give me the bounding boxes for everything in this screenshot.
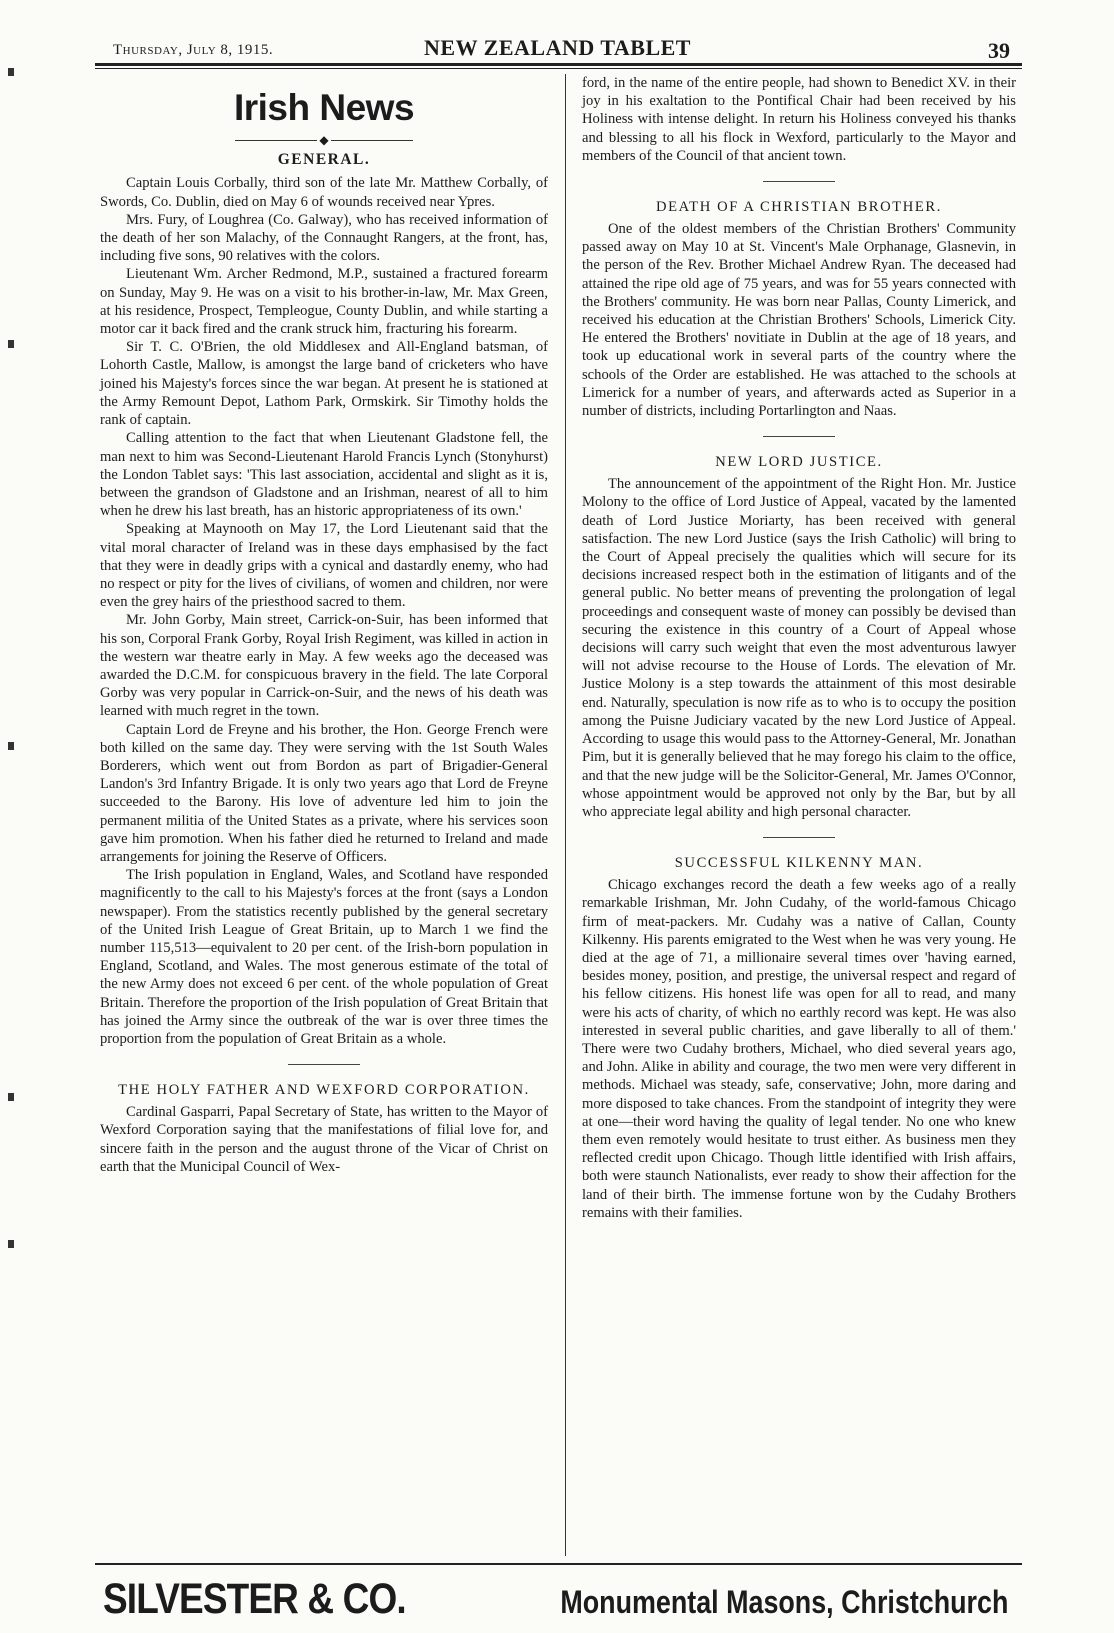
advertiser-name: SILVESTER & CO. — [103, 1575, 406, 1623]
section-heading-general: GENERAL. — [277, 151, 371, 169]
section-heading-christian-brother: DEATH OF A CHRISTIAN BROTHER. — [656, 199, 942, 216]
article-paragraph: Captain Louis Corbally, third son of the late Mr. Matthew Corbally, of Swords, Co. Dublin, died on May 6 of wounds received near Ypres. — [100, 175, 548, 210]
right-column — [582, 74, 1016, 1222]
advertisement-banner — [103, 1575, 1008, 1623]
masthead — [95, 34, 1020, 64]
article-paragraph: Chicago exchanges record the death a few weeks ago of a really remarkable Irishman, Mr. John Cudahy, of the world-famous Chicago firm of meat-packers. Mr. Cudahy was a native of Callan, County Kilkenny. His parents emigrated to the West when he was very young. He died at the age of 71, a millionaire several times over 'having earned, besides money, position, and prestige, the universal respect and regard of his fellow citizens. His honest life was open for all to read, and many were his acts of charity, of which no earthly record was kept. He was also interested in several public charities, and gave liberally to all of them.' There were two Cudahy brothers, Michael, who died several years ago, and John. Alike in ability and courage, the two men were very different in methods. Michael was steady, safe, conservative; John, more daring and more disposed to take chances. From the standpoint of integrity they were at one—their word having the quality of legal tender. No one who knew them even remotely would hesitate to trust either. As business men they reflected credit upon Chicago. Though little identified with Irish affairs, both were staunch Nationalists, ever ready to show their affection for the land of their birth. The immense fortune won by the Cudahy Brothers remains with their families. — [582, 877, 1016, 1221]
headline-ornament: ◆ — [100, 132, 548, 147]
article-paragraph: Captain Lord de Freyne and his brother, the Hon. George French were both killed on the same day. They were serving with the 1st South Wales Borderers, which went out from Bordon as part of Brigadier-General Landon's 3rd Infantry Brigade. It is only two years ago that Lord de Freyne succeeded to the Barony. His love of adventure led him to join the permanent militia of the United States as a private, where his services soon gave him promotion. When his father died he returned to Ireland and made arrangements for joining the Reserve of Officers. — [100, 721, 548, 865]
left-column — [100, 74, 548, 1176]
margin-mark — [8, 1240, 14, 1248]
section-separator — [288, 1064, 360, 1065]
column-divider — [565, 74, 566, 1556]
article-paragraph: Lieutenant Wm. Archer Redmond, M.P., sustained a fractured forearm on Sunday, May 9. He was on a visit to his brother-in-law, Mr. Max Green, at his residence, Prospect, Templeogue, County Dublin, and while starting a motor car it back fired and the crank struck him, fracturing his forearm. — [100, 266, 548, 338]
section-separator — [763, 837, 835, 838]
article-paragraph: Cardinal Gasparri, Papal Secretary of State, has written to the Mayor of Wexford Corporation saying that the manifestations of filial love for, and sincere faith in the person and the august throne of the Vicar of Christ on earth that the Municipal Council of Wex- — [100, 1104, 548, 1175]
article-paragraph: One of the oldest members of the Christian Brothers' Community passed away on May 10 at St. Vincent's Male Orphanage, Glasnevin, in the person of the Rev. Brother Michael Andrew Ryan. The deceased had attained the ripe old age of 75 years, and was for 55 years connected with the Brothers' community. He was born near Pallas, County Limerick, and received his education at the Christian Brothers' Schools, Limerick City. He entered the Brothers' novitiate in Dublin at the age of 18 years, and took up educational work in several parts of the country where the schools of the Order are established. He was attached to the schools at Limerick for a number of years, and afterwards acted as Superior in a number of districts, including Portarlington and Naas. — [582, 221, 1016, 420]
article-paragraph: Sir T. C. O'Brien, the old Middlesex and All-England batsman, of Lohorth Castle, Mallow, is amongst the large band of cricketers who have joined his Majesty's forces since the war began. At present he is stationed at the Army Remount Depot, Lathom Park, Ormskirk. Sir Timothy holds the rank of captain. — [100, 339, 548, 429]
article-paragraph: Speaking at Maynooth on May 17, the Lord Lieutenant said that the vital moral character of Ireland was in these days emphasised by the fact that they were in deadly grips with a cynical and dastardly enemy, who had no respect or pity for the lives of civilians, of women and children, nor were even the grey hairs of the priesthood sacred to them. — [100, 521, 548, 611]
continued-paragraph: ford, in the name of the entire people, had shown to Benedict XV. in their joy in his exaltation to the Pontifical Chair had been received by his Holiness with intense delight. In return his Holiness conveyed his thanks and blessing to all his flock in Wexford, particularly to the Mayor and members of the Council of that ancient town. — [582, 75, 1016, 164]
article-paragraph: The announcement of the appointment of the Right Hon. Mr. Justice Molony to the office of Lord Justice of Appeal, vacated by the lamented death of Lord Justice Moriarty, has been received with general satisfaction. The new Lord Justice (says the Irish Catholic) will bring to the Court of Appeal precisely the qualities which will secure for its decisions increased respect both in the estimation of litigants and of the general public. No better means of preventing the prolongation of legal proceedings and consequent waste of money can possibly be devised than securing the existence in this country of a Court of Appeal whose decisions will carry such weight that even the most adventurous lawyer will not advise recourse to the House of Lords. The elevation of Mr. Justice Molony is a step towards the attainment of this most desirable end. Naturally, speculation is now rife as to who is to occupy the position among the Puisne Judiciary vacated by the new Lord Justice of Appeal. According to usage this would pass to the Attorney-General, Mr. Jonathan Pim, but it is generally believed that he may forego his claim to the office, and that the new judge will be the Solicitor-General, Mr. James O'Connor, whose appointment would be approved not only by the Bar, but by all who appreciate legal ability and high personal character. — [582, 476, 1016, 820]
section-separator — [763, 436, 835, 437]
section-heading-kilkenny-man: SUCCESSFUL KILKENNY MAN. — [674, 855, 924, 872]
header-rule — [95, 63, 1022, 69]
section-separator — [763, 181, 835, 182]
margin-mark — [8, 742, 14, 750]
margin-mark — [8, 1093, 14, 1101]
section-heading-holy-father: THE HOLY FATHER AND WEXFORD CORPORATION. — [118, 1082, 530, 1099]
margin-mark — [8, 340, 14, 348]
article-paragraph: Mr. John Gorby, Main street, Carrick-on-Suir, has been informed that his son, Corporal Frank Gorby, Royal Irish Regiment, was killed in action in the western war theatre early in May. A few weeks ago the deceased was awarded the D.C.M. for conspicuous bravery in the field. The late Corporal Gorby was very popular in Carrick-on-Suir, and the news of his death was learned with much regret in the town. — [100, 612, 548, 720]
advertiser-trade: Monumental Masons, Christchurch — [559, 1584, 1008, 1620]
main-headline: Irish News — [233, 87, 415, 128]
footer-rule — [95, 1563, 1022, 1565]
issue-date: Thursday, July 8, 1915. — [113, 42, 274, 58]
page-number: 39 — [988, 38, 1010, 63]
article-paragraph: Calling attention to the fact that when Lieutenant Gladstone fell, the man next to him was Second-Lieutenant Harold Francis Lynch (Stonyhurst) the London Tablet says: 'This last association, accidental and slight as it is, between the grandson of Gladstone and an Irishman, nearest of all to him when he drew his last breath, has an historic appropriateness of its own.' — [100, 430, 548, 520]
article-paragraph: Mrs. Fury, of Loughrea (Co. Galway), who has received information of the death of her son Malachy, of the Connaught Rangers, at the front, has, including five sons, 90 relatives with the colors. — [100, 211, 548, 265]
article-paragraph: The Irish population in England, Wales, and Scotland have responded magnificently to the call to his Majesty's forces at the front (says a London newspaper). From the statistics recently published by the general secretary of the United Irish League of Great Britain, up to March 1 we find the number 115,513—equivalent to 20 per cent. of the Irish-born population in England, Scotland, and Wales. The most generous estimate of the total of the new Army does not exceed 6 per cent. of the whole population of Great Britain. Therefore the proportion of the Irish population of Great Britain that has joined the Army since the outbreak of the war is over three times the proportion from the population of Great Britain as a whole. — [100, 867, 548, 1047]
publication-title: NEW ZEALAND TABLET — [424, 35, 691, 60]
section-heading-lord-justice: NEW LORD JUSTICE. — [715, 454, 883, 471]
margin-mark — [8, 68, 14, 76]
